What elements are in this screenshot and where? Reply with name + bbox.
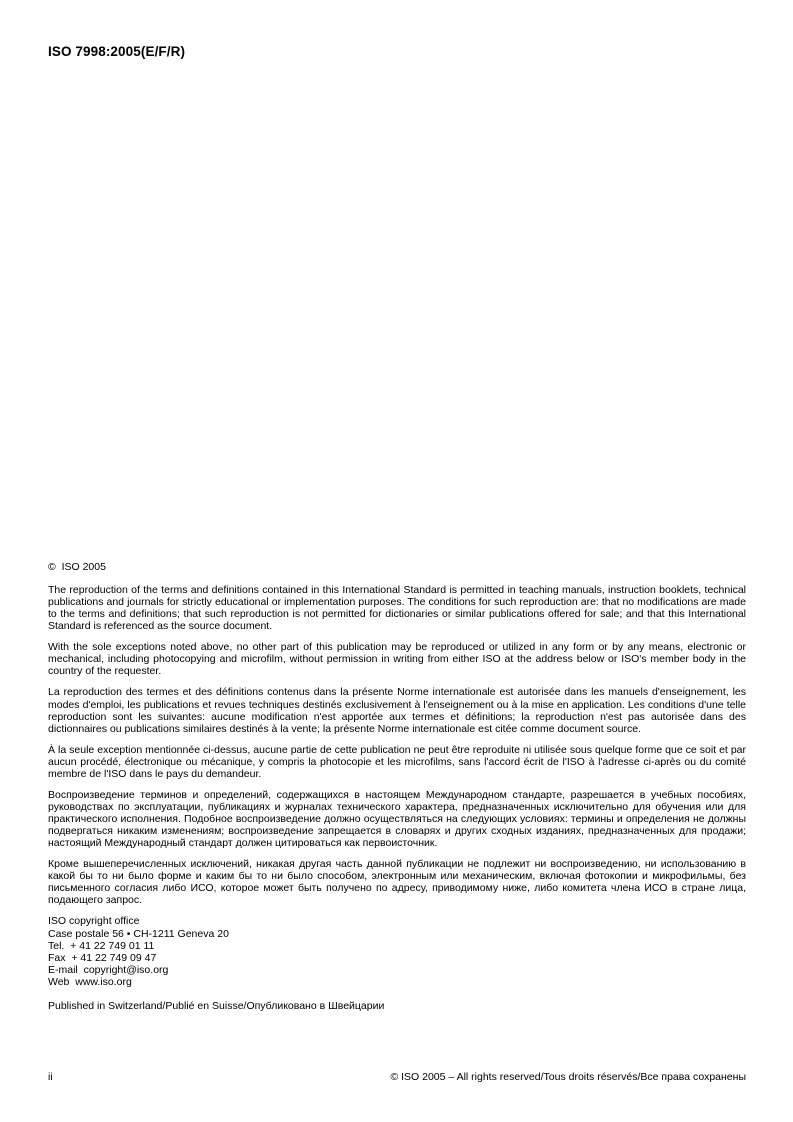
- footer-copyright: © ISO 2005 – All rights reserved/Tous droits réservés/Все права сохранены: [390, 1071, 746, 1083]
- contact-office-line: ISO copyright office: [48, 915, 140, 928]
- paragraph-french-1: La reproduction des termes et des définitions contenus dans la présente Norme internationale est autorisée dans les manuels d'enseignement, les modes d'emploi, les publications et revues techniques destinés exclusivement à l'enseignement ou à la mise en application. Les conditions d'une telle reproduction sont les suivantes: aucune modification n'est apportée aux termes et définitions; la reproduction n'est pas autorisée dans des dictionnaires ou publications similaires destinés à la vente; la présente Norme internationale est citée comme document source.: [48, 686, 746, 735]
- doc-reference: ISO 7998:2005(E/F/R): [48, 44, 186, 59]
- contact-email-line: E-mail copyright@iso.org: [48, 964, 169, 977]
- contact-address-line: Case postale 56 • CH-1211 Geneva 20: [48, 927, 229, 940]
- paragraph-english-2: With the sole exceptions noted above, no other part of this publication may be reproduced or utilized in any form or by any means, electronic or mechanical, including photocopying and microfilm, without permission in writing from either ISO at the address below or ISO's member body in the country of the requester.: [48, 641, 746, 678]
- page-footer: [48, 1071, 746, 1083]
- copyright-year-line: © ISO 2005: [48, 561, 106, 573]
- footer-page-number: ii: [48, 1071, 53, 1083]
- paragraph-russian-2: Кроме вышеперечисленных исключений, никакая другая часть данной публикации не подлежит ни воспроизведению, ни использованию в какой бы то ни было форме и каким бы то ни было способом, электронным или механическим, включая фотокопии и микрофильмы, без письменного согласия либо ИСО, которое может быть получено по адресу, приводимому ниже, либо комитета члена ИСО в стране лица, подающего запрос.: [48, 858, 746, 907]
- contact-block: [48, 915, 746, 988]
- contact-fax-line: Fax + 41 22 749 09 47: [48, 951, 157, 964]
- contact-tel-line: Tel. + 41 22 749 01 11: [48, 939, 155, 952]
- published-line: Published in Switzerland/Publié en Suisse/Опубликовано в Швейцарии: [48, 1000, 385, 1013]
- contact-web-line: Web www.iso.org: [48, 976, 132, 989]
- copyright-section: [48, 561, 746, 1012]
- paragraph-english-1: The reproduction of the terms and definitions contained in this International Standard is permitted in teaching manuals, instruction booklets, technical publications and journals for strictly educational or implementation purposes. The conditions for such reproduction are: that no modifications are made to the terms and definitions; that such reproduction is not permitted for dictionaries or similar publications offered for sale; and that this International Standard is referenced as the source document.: [48, 584, 746, 633]
- paragraph-french-2: À la seule exception mentionnée ci-dessus, aucune partie de cette publication ne peut être reproduite ni utilisée sous quelque forme que ce soit et par aucun procédé, électronique ou mécanique, y compris la photocopie et les microfilms, sans l'accord écrit de l'ISO à l'adresse ci-après ou du comité membre de l'ISO dans le pays du demandeur.: [48, 743, 746, 780]
- paragraph-russian-1: Воспроизведение терминов и определений, содержащихся в настоящем Международном стандарте, разрешается в учебных пособиях, руководствах по эксплуатации, публикациях и журналах технического характера, предназначенных исключительно для обучения или для практического исполнения. Подобное воспроизведение должно осуществляться на следующих условиях: термины и определения не должны подвергаться никаким изменениям; воспроизведение запрещается в словарях и других сходных изданиях, предназначенных для продажи; настоящий Международный стандарт должен цитироваться как первоисточник.: [48, 788, 746, 850]
